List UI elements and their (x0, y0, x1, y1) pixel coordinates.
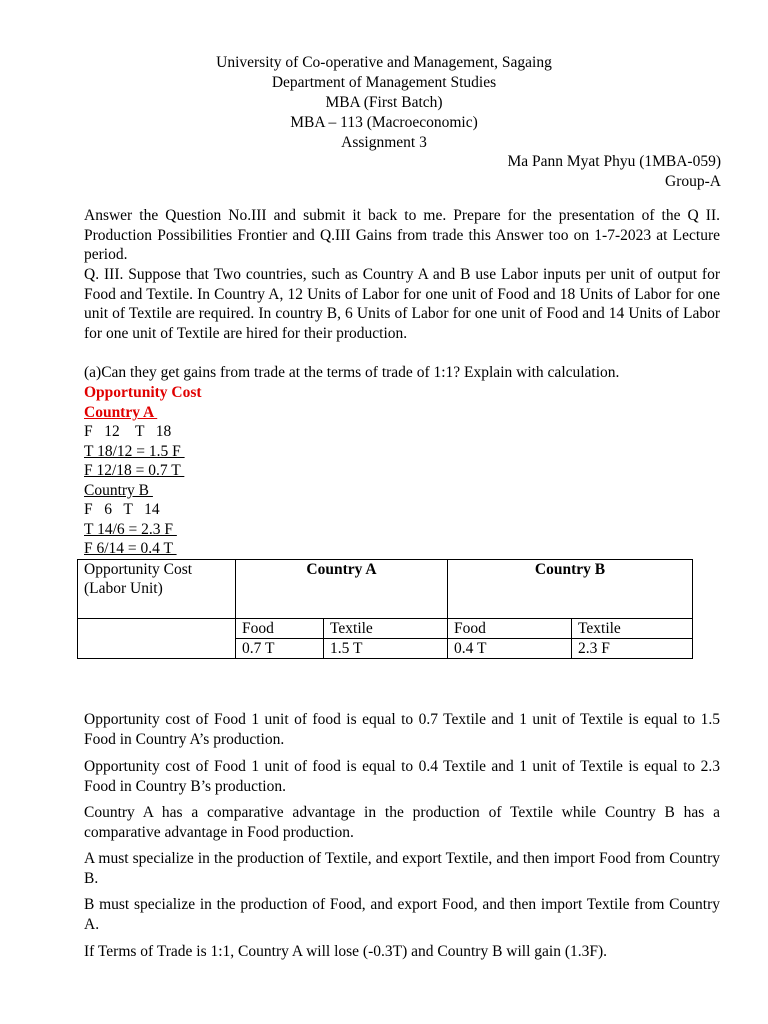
table-value-cell: 0.7 T (236, 639, 324, 659)
table-subheader: Textile (324, 619, 448, 639)
table-subheader: Textile (572, 619, 693, 639)
conclusion-paragraph: A must specialize in the production of Textile, and export Textile, and then import Food from Country B. (84, 850, 720, 887)
table-country-a-header: Country A (236, 560, 448, 619)
table-value-cell: 0.4 T (448, 639, 572, 659)
table-country-b-header: Country B (448, 560, 693, 619)
opportunity-cost-table (77, 559, 693, 659)
table-empty-cell (78, 619, 236, 659)
table-subheader: Food (448, 619, 572, 639)
conclusion-paragraph: Opportunity cost of Food 1 unit of food is equal to 0.4 Textile and 1 unit of Textile is equal to 2.3 Food in Country B’s production. (84, 758, 720, 795)
university-name: University of Co-operative and Management, Sagaing (216, 54, 552, 71)
country-b-food-calc: F 6/14 = 0.4 T (84, 540, 177, 557)
opportunity-cost-heading: Opportunity Cost (84, 384, 202, 401)
conclusion-paragraph: If Terms of Trade is 1:1, Country A will lose (-0.3T) and Country B will gain (1.3F). (84, 943, 608, 960)
table-value-cell: 1.5 T (324, 639, 448, 659)
table-row-header: Opportunity Cost (Labor Unit) (78, 560, 236, 619)
subquestion-paragraph: (a)Can they get gains from trade at the terms of trade of 1:1? Explain with calculation. (84, 364, 620, 381)
conclusion-paragraph: B must specialize in the production of Food, and export Food, and then import Textile from Country A. (84, 896, 720, 933)
conclusion-paragraph: Country A has a comparative advantage in the production of Textile while Country B has a comparative advantage in Food production. (84, 804, 720, 841)
assignment-title: Assignment 3 (341, 134, 427, 151)
country-a-label: Country A (84, 404, 158, 421)
group-label: Group-A (665, 173, 721, 190)
country-b-inputs: F 6 T 14 (84, 501, 160, 518)
question-paragraph: Q. III. Suppose that Two countries, such as Country A and B use Labor inputs per unit of output for Food and Textile. In Country A, 12 Units of Labor for one unit of Food and 18 Units of Labor for one unit of Textile are required. In country B, 6 Units of Labor for one unit of Food and 14 Units of Labor for one unit of Textile are hired for their production. (84, 266, 720, 342)
instructions-paragraph: Answer the Question No.III and submit it back to me. Prepare for the presentation of the Q II. Production Possibilities Frontier and Q.III Gains from trade this Answer too on 1-7-2023 at Lecture period. (84, 207, 720, 264)
course-name: MBA – 113 (Macroeconomic) (290, 114, 478, 131)
country-a-inputs: F 12 T 18 (84, 423, 172, 440)
table-value-cell: 2.3 F (572, 639, 693, 659)
table-subheader: Food (236, 619, 324, 639)
country-b-textile-calc: T 14/6 = 2.3 F (84, 521, 177, 538)
student-name: Ma Pann Myat Phyu (1MBA-059) (507, 153, 721, 170)
conclusion-paragraph: Opportunity cost of Food 1 unit of food is equal to 0.7 Textile and 1 unit of Textile is equal to 1.5 Food in Country A’s production. (84, 711, 720, 748)
country-a-food-calc: F 12/18 = 0.7 T (84, 462, 185, 479)
department-name: Department of Management Studies (271, 74, 497, 91)
program-name: MBA (First Batch) (325, 94, 443, 111)
country-a-textile-calc: T 18/12 = 1.5 F (84, 443, 185, 460)
country-b-label: Country B (84, 482, 153, 499)
